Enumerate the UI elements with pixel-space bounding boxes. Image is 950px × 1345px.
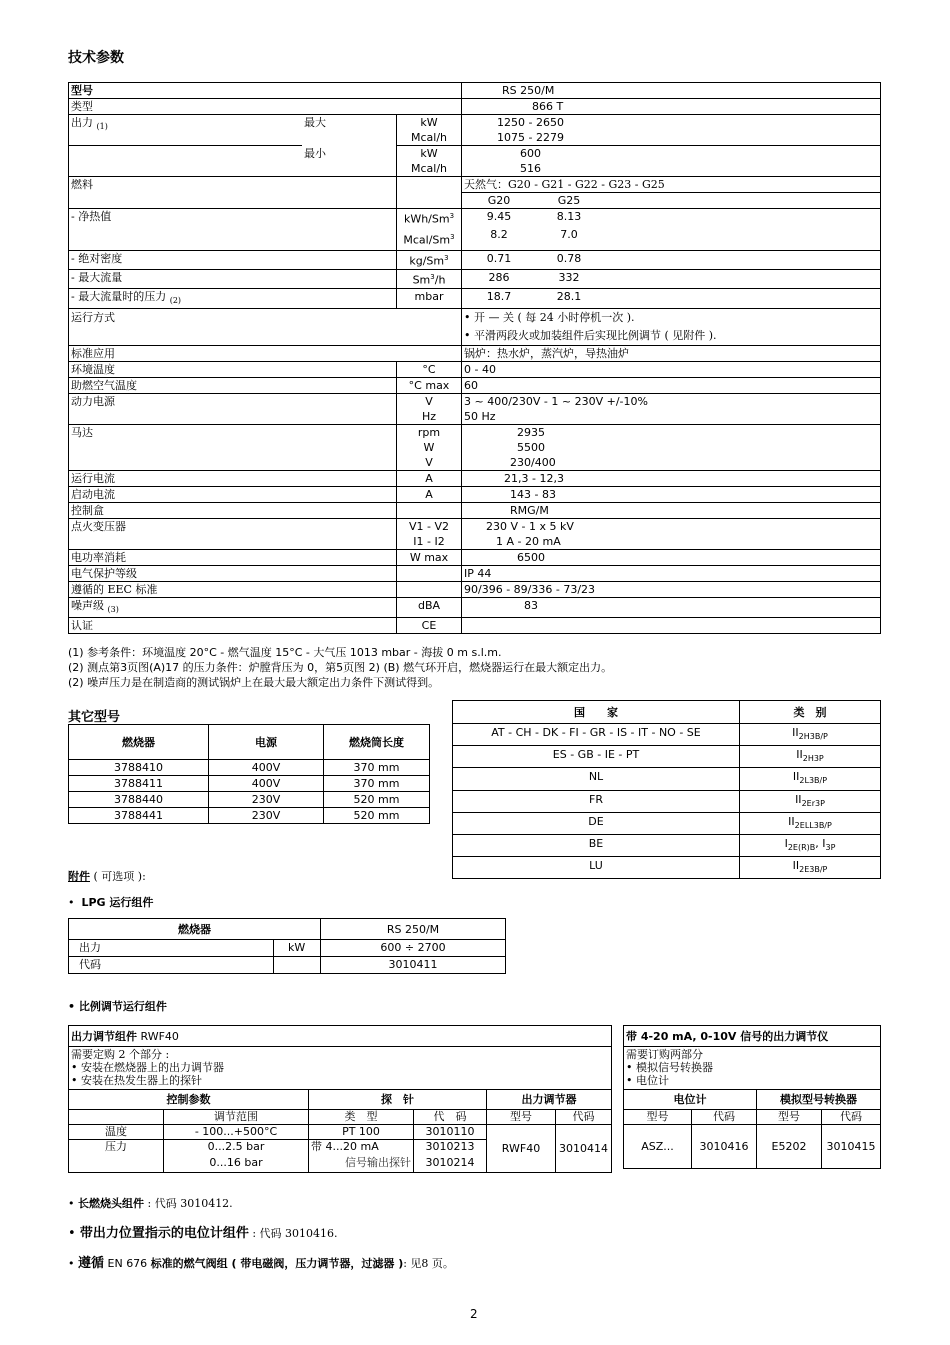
spec-power-unit-v: V [397, 393, 462, 409]
spec-power-unit-hz: Hz [397, 409, 462, 425]
footnote-2: (2) 测点第3页图(A)17 的压力条件：炉膛背压为 0，第5页图 2) (B) 燃气环开启，燃烧器运行在最大额定出力。 [68, 661, 613, 674]
bullet-potentiometer: • 带出力位置指示的电位计组件 : 代码 3010416. [68, 1226, 338, 1241]
rwf40-press-range2: 0...16 bar [164, 1154, 309, 1173]
spec-elec-power-unit: W max [397, 549, 462, 565]
spec-run-current-value: 21,3 - 12,3 [462, 470, 881, 486]
spec-min-label: 最小 [304, 146, 326, 160]
lpg-code-value: 3010411 [321, 957, 506, 974]
spec-std-app-label: 标准应用 [69, 345, 462, 361]
spec-motor-v: 230/400 [462, 455, 881, 471]
table-row: LU $II_{2E3B/P}$ [453, 857, 881, 879]
spec-out-min-mcal: 516 [462, 161, 881, 177]
spec-ign-val1: 230 V - 1 x 5 kV [462, 518, 881, 534]
spec-cert-label: 认证 [69, 618, 397, 634]
spec-density-label: - 绝对密度 [69, 251, 397, 270]
footnotes [68, 645, 612, 690]
signal-conv-model: E5202 [757, 1125, 822, 1169]
spec-unit-mcal: Mcal/h [397, 130, 462, 146]
rwf40-press-label: 压力 [69, 1140, 164, 1173]
country-header: 国 家 [453, 701, 740, 724]
rwf40-press-code2: 3010214 [414, 1154, 487, 1173]
rwf40-temp-type: PT 100 [309, 1125, 414, 1140]
spec-ambient-label: 环境温度 [69, 361, 397, 377]
spec-ncv-unit2: Mcal/Sm$^3$ [397, 227, 462, 251]
category-header: 类 别 [740, 701, 881, 724]
spec-pressure-label: - 最大流量时的压力 $_{(2)}$ [69, 288, 397, 308]
spec-motor-w-unit: W [397, 440, 462, 455]
spec-ign-label: 点火变压器 [69, 518, 397, 549]
rwf40-press-range1: 0...2.5 bar [164, 1140, 309, 1155]
signal-pot-code: 3010416 [692, 1125, 757, 1169]
spec-ambient-unit: °C [397, 361, 462, 377]
rwf40-header-regulator: 出力调节器 [487, 1090, 612, 1110]
lpg-header-model: RS 250/M [321, 919, 506, 940]
spec-start-current-label: 启动电流 [69, 486, 397, 502]
rwf40-header-param: 控制参数 [69, 1090, 309, 1110]
table-row: AT - CH - DK - FI - GR - IS - IT - NO - SE $II_{2H3B/P}$ [453, 724, 881, 746]
spec-operation-1: • 开 — 关 ( 每 24 小时停机一次 ). [462, 308, 881, 327]
other-types-title: 其它型号 [68, 710, 121, 725]
spec-flow-g25: 332 [558, 270, 580, 284]
country-category-table [452, 700, 881, 879]
lpg-code-label: 代码 [69, 957, 274, 974]
rwf40-reg-model: RWF40 [487, 1125, 556, 1173]
lpg-output-unit: kW [274, 940, 321, 957]
page-number: 2 [470, 1307, 478, 1321]
spec-ign-val2: 1 A - 20 mA [462, 534, 881, 550]
spec-type-label: 类型 [69, 99, 462, 115]
spec-power-label: 动力电源 [69, 393, 397, 424]
signal-regulator-table [623, 1025, 881, 1169]
lpg-bullet: • LPG 运行组件 [68, 896, 154, 909]
table-row: DE $II_{2ELL3B/P}$ [453, 812, 881, 834]
rwf40-sub-code: 代 码 [414, 1110, 487, 1125]
spec-motor-rpm-unit: rpm [397, 424, 462, 440]
spec-unit-kw: kW [397, 115, 462, 131]
table-row: ES - GB - IE - PT $II_{2H3P}$ [453, 746, 881, 768]
spec-operation-2: • 平滑两段火或加装组件后实现比例调节 ( 见附件 ). [462, 327, 881, 346]
spec-protection-label: 电气保护等级 [69, 565, 397, 581]
spec-power-hz: 50 Hz [462, 409, 881, 425]
spec-max-label: 最大 [302, 115, 397, 146]
table-row: BE $I_{2E(R)B}$, $I_{3P}$ [453, 834, 881, 856]
spec-ncv-g25-1: 8.13 [556, 210, 582, 223]
spec-control-box-value: RMG/M [462, 502, 881, 518]
spec-flow-unit: Sm$^3$/h [397, 269, 462, 288]
spec-density-unit: kg/Sm$^3$ [397, 251, 462, 270]
spec-ncv-unit1: kWh/Sm$^3$ [397, 209, 462, 227]
signal-regulator-title: 带 4-20 mA, 0-10V 信号的出力调节仪 [624, 1026, 881, 1047]
spec-comb-air-value: 60 [462, 377, 881, 393]
spec-g25: G25 [557, 194, 581, 207]
spec-ncv-g25-2: 7.0 [560, 227, 578, 241]
spec-power-v: 3 ~ 400/230V - 1 ~ 230V +/-10% [462, 393, 881, 409]
other-types-table [68, 724, 430, 824]
spec-pressure-g20: 18.7 [486, 289, 512, 303]
spec-start-current-value: 143 - 83 [462, 486, 881, 502]
rwf40-sub-range: 调节范围 [164, 1110, 309, 1125]
signal-regulator-description: 需要订购两部分 • 模拟信号转换器 • 电位计 [626, 1048, 713, 1087]
spec-ncv-label: - 净热值 [69, 209, 397, 251]
modulating-bullet: • 比例调节运行组件 [68, 1000, 167, 1013]
table-row: NL $II_{2L3B/P}$ [453, 768, 881, 790]
rwf40-temp-range: - 100...+500°C [164, 1125, 309, 1140]
spec-flow-label: - 最大流量 [69, 269, 397, 288]
lpg-table [68, 918, 506, 974]
spec-model-value: RS 250/M [462, 83, 881, 99]
signal-conv-code: 3010415 [822, 1125, 881, 1169]
spec-unit-kw-2: kW [397, 146, 462, 162]
rwf40-temp-label: 温度 [69, 1125, 164, 1140]
spec-row-model [69, 83, 881, 99]
rwf40-press-type2: 信号输出探针 [309, 1154, 414, 1173]
spec-ncv-g20-1: 9.45 [486, 210, 512, 223]
spec-cert-unit: CE [397, 618, 462, 634]
spec-out-min-kw: 600 [462, 146, 881, 162]
table-row: 3788441 230V 520 mm [69, 808, 430, 824]
signal-header-pot: 电位计 [624, 1090, 757, 1110]
rwf40-header-probe: 探 针 [309, 1090, 487, 1110]
spec-motor-rpm: 2935 [462, 424, 881, 440]
signal-header-conv: 模拟型号转换器 [757, 1090, 881, 1110]
spec-fuel-label: 燃料 [69, 177, 397, 193]
spec-table [68, 82, 881, 634]
rwf40-title: 出力调节组件 RWF40 [69, 1026, 612, 1047]
spec-type-value: 866 T [462, 99, 881, 115]
spec-output-label: 出力 $_{(1)}$ [69, 115, 303, 146]
table-row: 3788440 230V 520 mm [69, 792, 430, 808]
spec-protection-value: IP 44 [462, 565, 881, 581]
rwf40-temp-code: 3010110 [414, 1125, 487, 1140]
spec-noise-unit: dBA [397, 597, 462, 617]
spec-control-box-label: 控制盒 [69, 502, 397, 518]
spec-noise-label: 噪声级 $_{(3)}$ [69, 597, 397, 617]
spec-density-g20: 0.71 [486, 252, 512, 266]
spec-ign-unit2: I1 - I2 [397, 534, 462, 550]
spec-pressure-unit: mbar [397, 288, 462, 308]
spec-run-current-label: 运行电流 [69, 470, 397, 486]
signal-sub-code2: 代码 [822, 1110, 881, 1125]
spec-flow-g20: 286 [488, 270, 510, 284]
signal-sub-model2: 型号 [757, 1110, 822, 1125]
spec-eec-value: 90/396 - 89/336 - 73/23 [462, 581, 881, 597]
spec-motor-v-unit: V [397, 455, 462, 471]
spec-elec-power-label: 电功率消耗 [69, 549, 397, 565]
spec-out-max-kw: 1250 - 2650 [462, 115, 881, 131]
lpg-header-burner: 燃烧器 [69, 919, 321, 940]
table-row: FR $II_{2Er3P}$ [453, 790, 881, 812]
spec-motor-w: 5500 [462, 440, 881, 455]
signal-sub-code: 代码 [692, 1110, 757, 1125]
spec-ign-unit1: V1 - V2 [397, 518, 462, 534]
spec-comb-air-unit: °C max [397, 377, 462, 393]
rwf40-description: 需要定购 2 个部分 : • 安装在燃烧器上的出力调节器 • 安装在热发生器上的探针 [71, 1048, 224, 1087]
signal-sub-model: 型号 [624, 1110, 692, 1125]
spec-out-max-mcal: 1075 - 2279 [462, 130, 881, 146]
other-header-length: 燃烧筒长度 [324, 725, 430, 760]
spec-ambient-value: 0 - 40 [462, 361, 881, 377]
rwf40-press-code1: 3010213 [414, 1140, 487, 1155]
spec-operation-label: 运行方式 [69, 308, 462, 345]
other-header-power: 电源 [209, 725, 324, 760]
spec-model-label: 型号 [71, 84, 93, 97]
signal-pot-model: ASZ... [624, 1125, 692, 1169]
rwf40-sub-type: 类 型 [309, 1110, 414, 1125]
rwf40-sub-model: 型号 [487, 1110, 556, 1125]
rwf40-press-type1: 带 4...20 mA [309, 1140, 414, 1155]
lpg-output-value: 600 ÷ 2700 [321, 940, 506, 957]
lpg-output-label: 出力 [69, 940, 274, 957]
spec-noise-value: 83 [462, 597, 881, 617]
rwf40-reg-code: 3010414 [556, 1125, 612, 1173]
spec-unit-mcal-2: Mcal/h [397, 161, 462, 177]
spec-elec-power-value: 6500 [462, 549, 881, 565]
page-title: 技术参数 [68, 50, 124, 66]
bullet-long-head: • 长燃烧头组件 : 代码 3010412. [68, 1197, 233, 1210]
table-row: 3788410 400V 370 mm [69, 760, 430, 776]
spec-fuel-value: 天然气：G20 - G21 - G22 - G23 - G25 [462, 177, 881, 193]
spec-comb-air-label: 助燃空气温度 [69, 377, 397, 393]
accessories-heading: 附件 ( 可选项 ): [68, 870, 146, 883]
spec-eec-label: 遵循的 EEC 标准 [69, 581, 397, 597]
table-row: 3788411 400V 370 mm [69, 776, 430, 792]
rwf40-kit-table [68, 1025, 612, 1173]
rwf40-sub-code2: 代码 [556, 1110, 612, 1125]
bullet-gas-train: • 遵循 EN 676 标准的燃气阀组 ( 带电磁阀，压力调节器，过滤器 ): 见8 页。 [68, 1256, 454, 1271]
other-header-burner: 燃烧器 [69, 725, 209, 760]
spec-ncv-g20-2: 8.2 [490, 227, 508, 241]
spec-g20: G20 [487, 194, 511, 207]
spec-std-app-value: 锅炉：热水炉，蒸汽炉，导热油炉 [462, 345, 881, 361]
spec-run-current-unit: A [397, 470, 462, 486]
spec-pressure-g25: 28.1 [556, 289, 582, 303]
spec-motor-label: 马达 [69, 424, 397, 470]
spec-density-g25: 0.78 [556, 252, 582, 266]
footnote-1: (1) 参考条件：环境温度 20°C - 燃气温度 15°C - 大气压 1013 mbar - 海拔 0 m s.l.m. [68, 646, 502, 659]
spec-start-current-unit: A [397, 486, 462, 502]
footnote-3: (2) 噪声压力是在制造商的测试锅炉上在最大最大额定出力条件下测试得到。 [68, 676, 440, 689]
